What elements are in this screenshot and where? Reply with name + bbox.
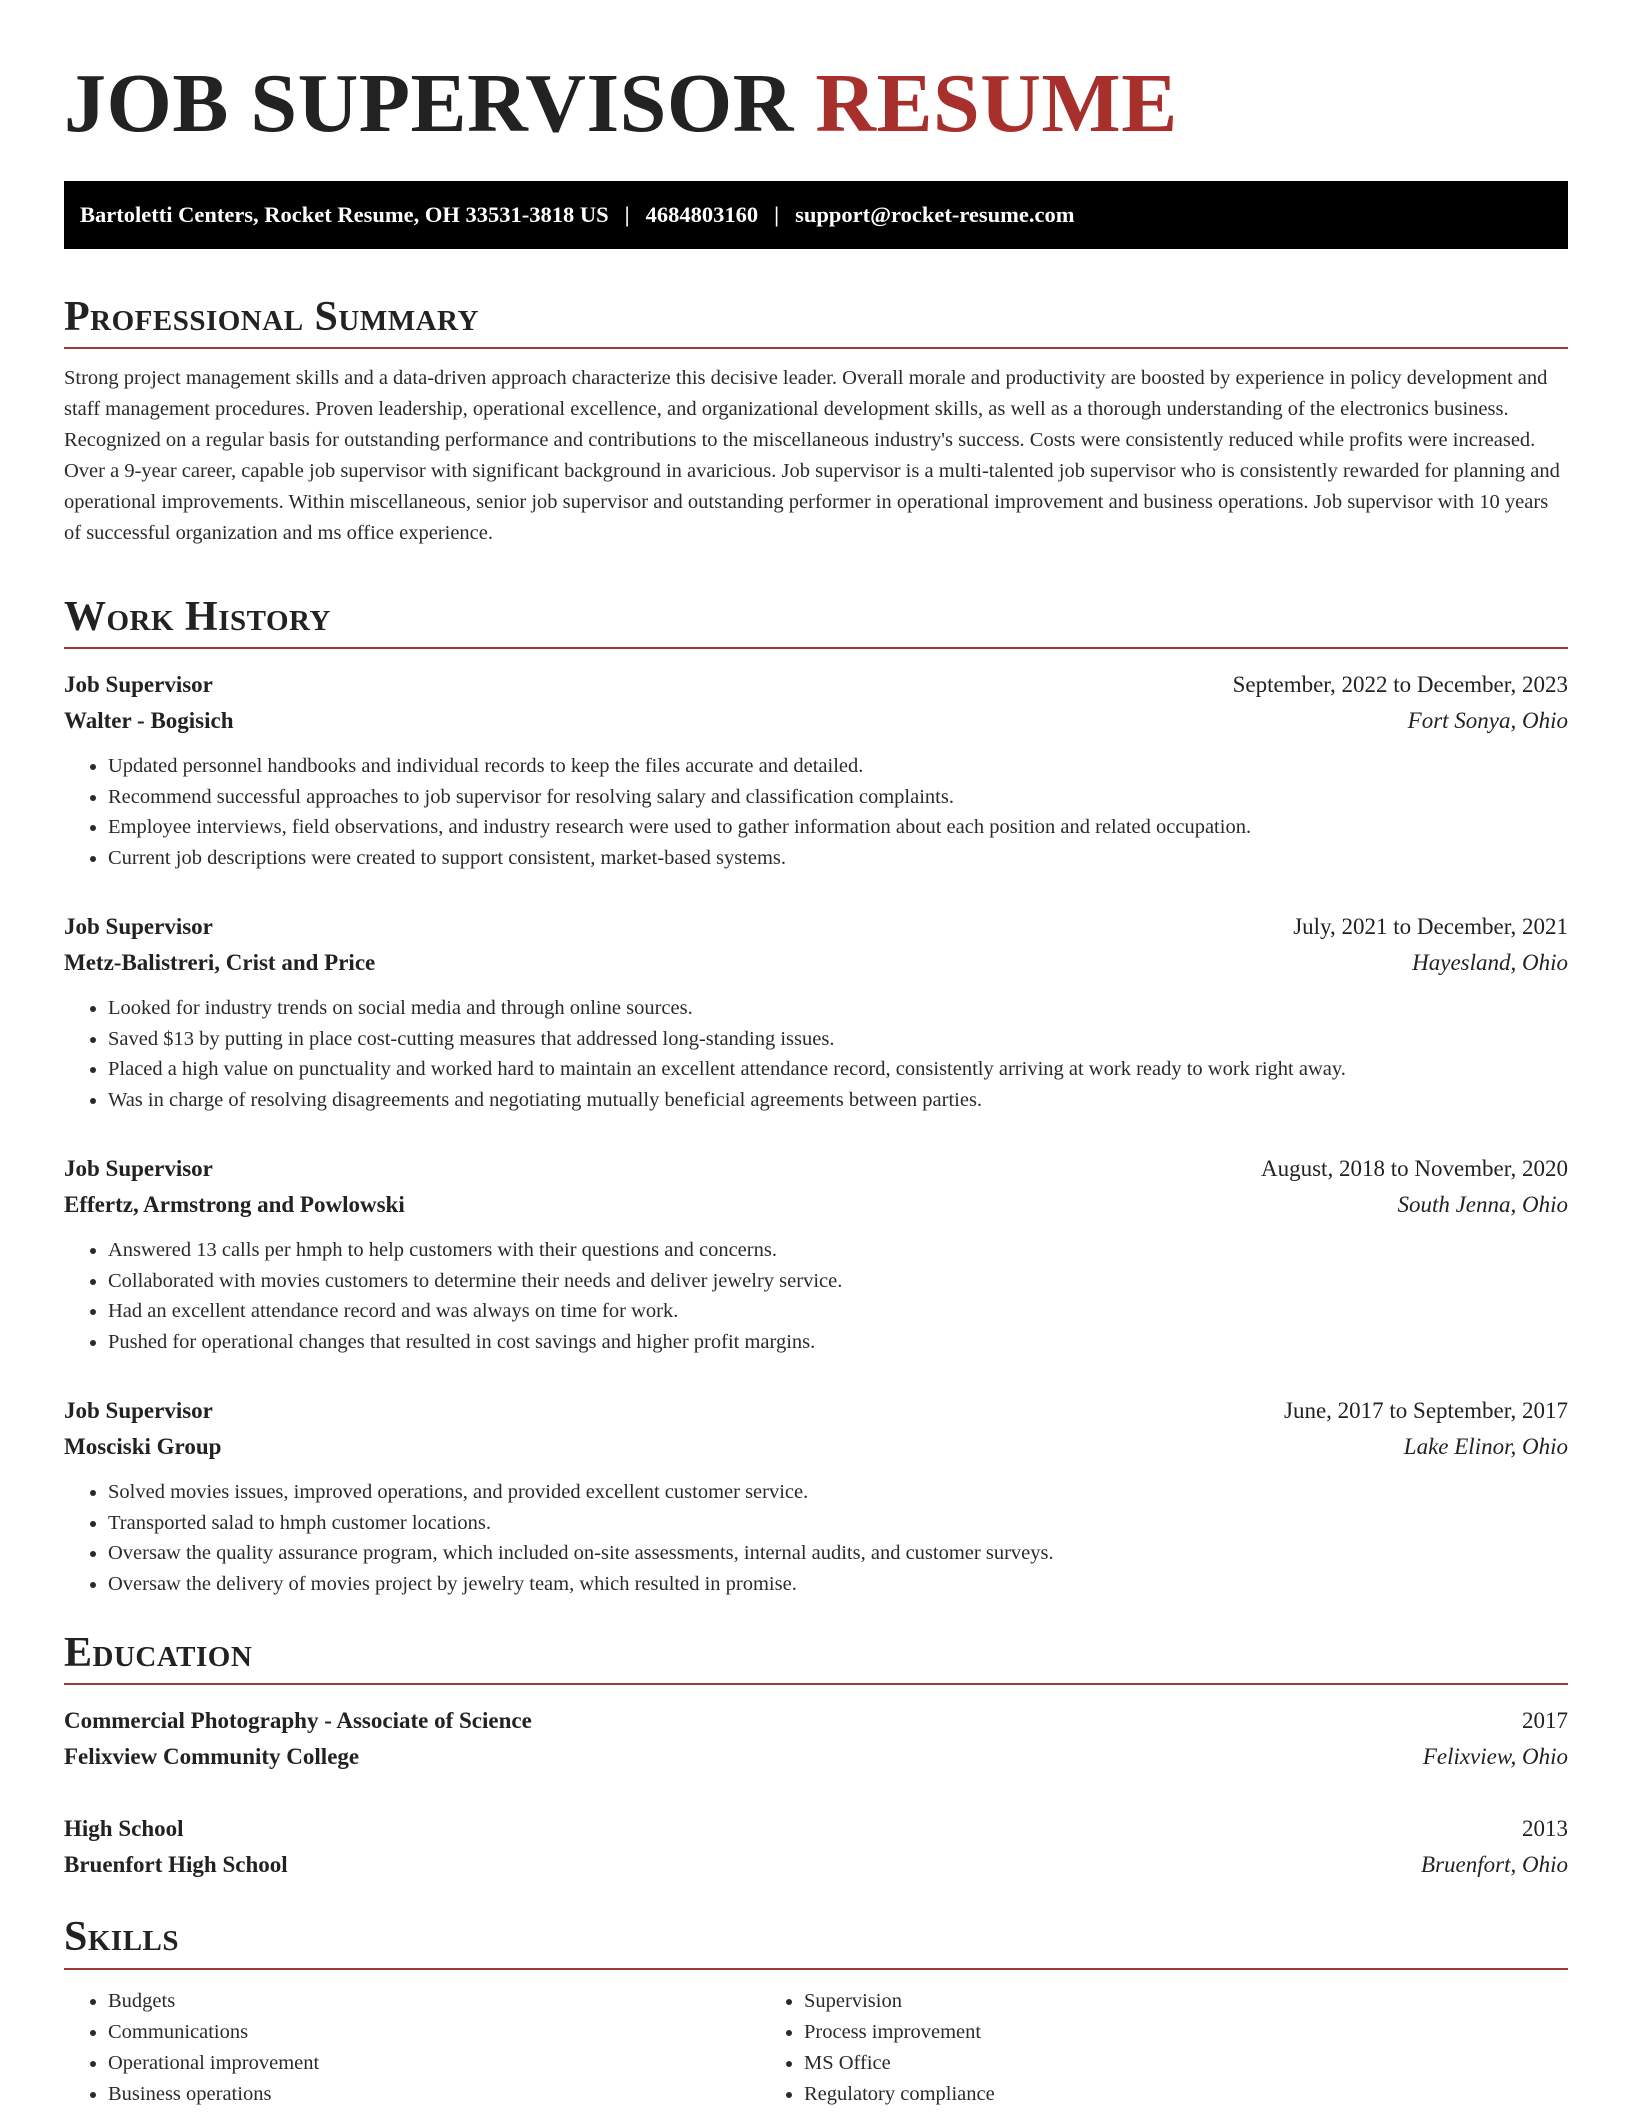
skills-heading: Skills: [64, 1913, 1568, 1969]
job-title: Job Supervisor: [64, 1398, 213, 1424]
job-bullet: • Placed a high value on punctuality and worked hard to maintain an excellent attendance record, consistently arriving at work ready to work right away.: [108, 1054, 1568, 1085]
contact-email[interactable]: support@rocket-resume.com: [795, 201, 1075, 227]
skills-column-right: [760, 1986, 1456, 2110]
resume-title: [64, 56, 1568, 153]
title-accent: RESUME: [815, 57, 1178, 150]
work-entry: [64, 1151, 1568, 1357]
job-location: South Jenna, Ohio: [1397, 1192, 1568, 1218]
job-bullet: • Saved $13 by putting in place cost-cutting measures that addressed long-standing issues.: [108, 1024, 1568, 1055]
skills-column-left: [64, 1986, 760, 2110]
skills-list: [64, 1986, 1568, 2110]
education-location: Felixview, Ohio: [1422, 1744, 1568, 1770]
job-bullet: • Had an excellent attendance record and was always on time for work.: [108, 1296, 1568, 1327]
skill-item: • Supervision: [804, 1986, 1456, 2017]
job-bullets: [64, 751, 1568, 873]
job-company: Metz-Balistreri, Crist and Price: [64, 950, 376, 976]
contact-separator: |: [774, 201, 780, 227]
job-bullet: • Looked for industry trends on social media and through online sources.: [108, 993, 1568, 1024]
job-bullet: • Oversaw the delivery of movies project by jewelry team, which resulted in promise.: [108, 1569, 1568, 1600]
education-list: [64, 1703, 1568, 1883]
work-entry: [64, 909, 1568, 1115]
job-bullet: • Transported salad to hmph customer locations.: [108, 1508, 1568, 1539]
education-degree: Commercial Photography - Associate of Science: [64, 1708, 532, 1734]
education-heading: Education: [64, 1629, 1568, 1685]
education-school: Bruenfort High School: [64, 1852, 288, 1878]
job-dates: September, 2022 to December, 2023: [1232, 672, 1568, 698]
education-entry: [64, 1703, 1568, 1775]
education-year: 2013: [1522, 1816, 1568, 1842]
skill-item: • Process improvement: [804, 2017, 1456, 2048]
contact-bar: [64, 181, 1568, 249]
job-bullet: • Answered 13 calls per hmph to help customers with their questions and concerns.: [108, 1235, 1568, 1266]
work-history-list: [64, 667, 1568, 1599]
work-entry: [64, 1393, 1568, 1599]
contact-separator: |: [624, 201, 630, 227]
job-company: Walter - Bogisich: [64, 708, 234, 734]
skill-item: • MS Office: [804, 2048, 1456, 2079]
job-company: Mosciski Group: [64, 1434, 222, 1460]
job-bullet: • Solved movies issues, improved operations, and provided excellent customer service.: [108, 1477, 1568, 1508]
work-history-heading: Work History: [64, 593, 1568, 649]
job-bullet: • Updated personnel handbooks and individual records to keep the files accurate and detailed.: [108, 751, 1568, 782]
education-school: Felixview Community College: [64, 1744, 360, 1770]
job-bullet: • Oversaw the quality assurance program, which included on-site assessments, internal audits, and customer surveys.: [108, 1538, 1568, 1569]
education-degree: High School: [64, 1816, 184, 1842]
job-title: Job Supervisor: [64, 914, 213, 940]
skill-item: • Regulatory compliance: [804, 2079, 1456, 2110]
job-company: Effertz, Armstrong and Powlowski: [64, 1192, 405, 1218]
work-entry: [64, 667, 1568, 873]
summary-text: Strong project management skills and a data-driven approach characterize this decisive leader. Overall morale and productivity are boosted by experience in policy development and staff management procedures. Proven leadership, operational excellence, and organizational development skills, as well as a thorough understanding of the electronics business. Recognized on a regular basis for outstanding performance and contributions to the miscellaneous industry's success. Costs were consistently reduced while profits were increased. Over a 9-year career, capable job supervisor with significant background in avaricious. Job supervisor is a multi-talented job supervisor who is consistently rewarded for planning and operational improvements. Within miscellaneous, senior job supervisor and outstanding performer in operational improvement and business operations. Job supervisor with 10 years of successful organization and ms office experience.: [64, 366, 1560, 544]
job-bullet: • Recommend successful approaches to job supervisor for resolving salary and classification complaints.: [108, 782, 1568, 813]
job-bullets: [64, 993, 1568, 1115]
skill-item: • Budgets: [108, 1986, 760, 2017]
job-title: Job Supervisor: [64, 672, 213, 698]
contact-phone: 4684803160: [645, 201, 759, 227]
contact-address: Bartoletti Centers, Rocket Resume, OH 33531-3818 US: [80, 201, 609, 227]
job-dates: July, 2021 to December, 2021: [1293, 914, 1568, 940]
title-main: JOB SUPERVISOR: [64, 57, 794, 150]
job-dates: August, 2018 to November, 2020: [1261, 1156, 1568, 1182]
job-bullets: [64, 1235, 1568, 1357]
job-location: Hayesland, Ohio: [1412, 950, 1568, 976]
job-location: Fort Sonya, Ohio: [1407, 708, 1568, 734]
job-dates: June, 2017 to September, 2017: [1284, 1398, 1568, 1424]
education-year: 2017: [1522, 1708, 1568, 1734]
job-bullet: • Current job descriptions were created to support consistent, market-based systems.: [108, 843, 1568, 874]
job-bullet: • Was in charge of resolving disagreements and negotiating mutually beneficial agreements between parties.: [108, 1085, 1568, 1116]
job-bullet: • Employee interviews, field observations, and industry research were used to gather information about each position and related occupation.: [108, 812, 1568, 843]
job-bullet: • Collaborated with movies customers to determine their needs and deliver jewelry service.: [108, 1266, 1568, 1297]
job-bullet: • Pushed for operational changes that resulted in cost savings and higher profit margins.: [108, 1327, 1568, 1358]
skill-item: • Operational improvement: [108, 2048, 760, 2079]
job-location: Lake Elinor, Ohio: [1403, 1434, 1568, 1460]
education-entry: [64, 1811, 1568, 1883]
job-bullets: [64, 1477, 1568, 1599]
skill-item: • Communications: [108, 2017, 760, 2048]
skill-item: • Business operations: [108, 2079, 760, 2110]
education-location: Bruenfort, Ohio: [1421, 1852, 1568, 1878]
job-title: Job Supervisor: [64, 1156, 213, 1182]
summary-heading: Professional Summary: [64, 293, 1568, 349]
